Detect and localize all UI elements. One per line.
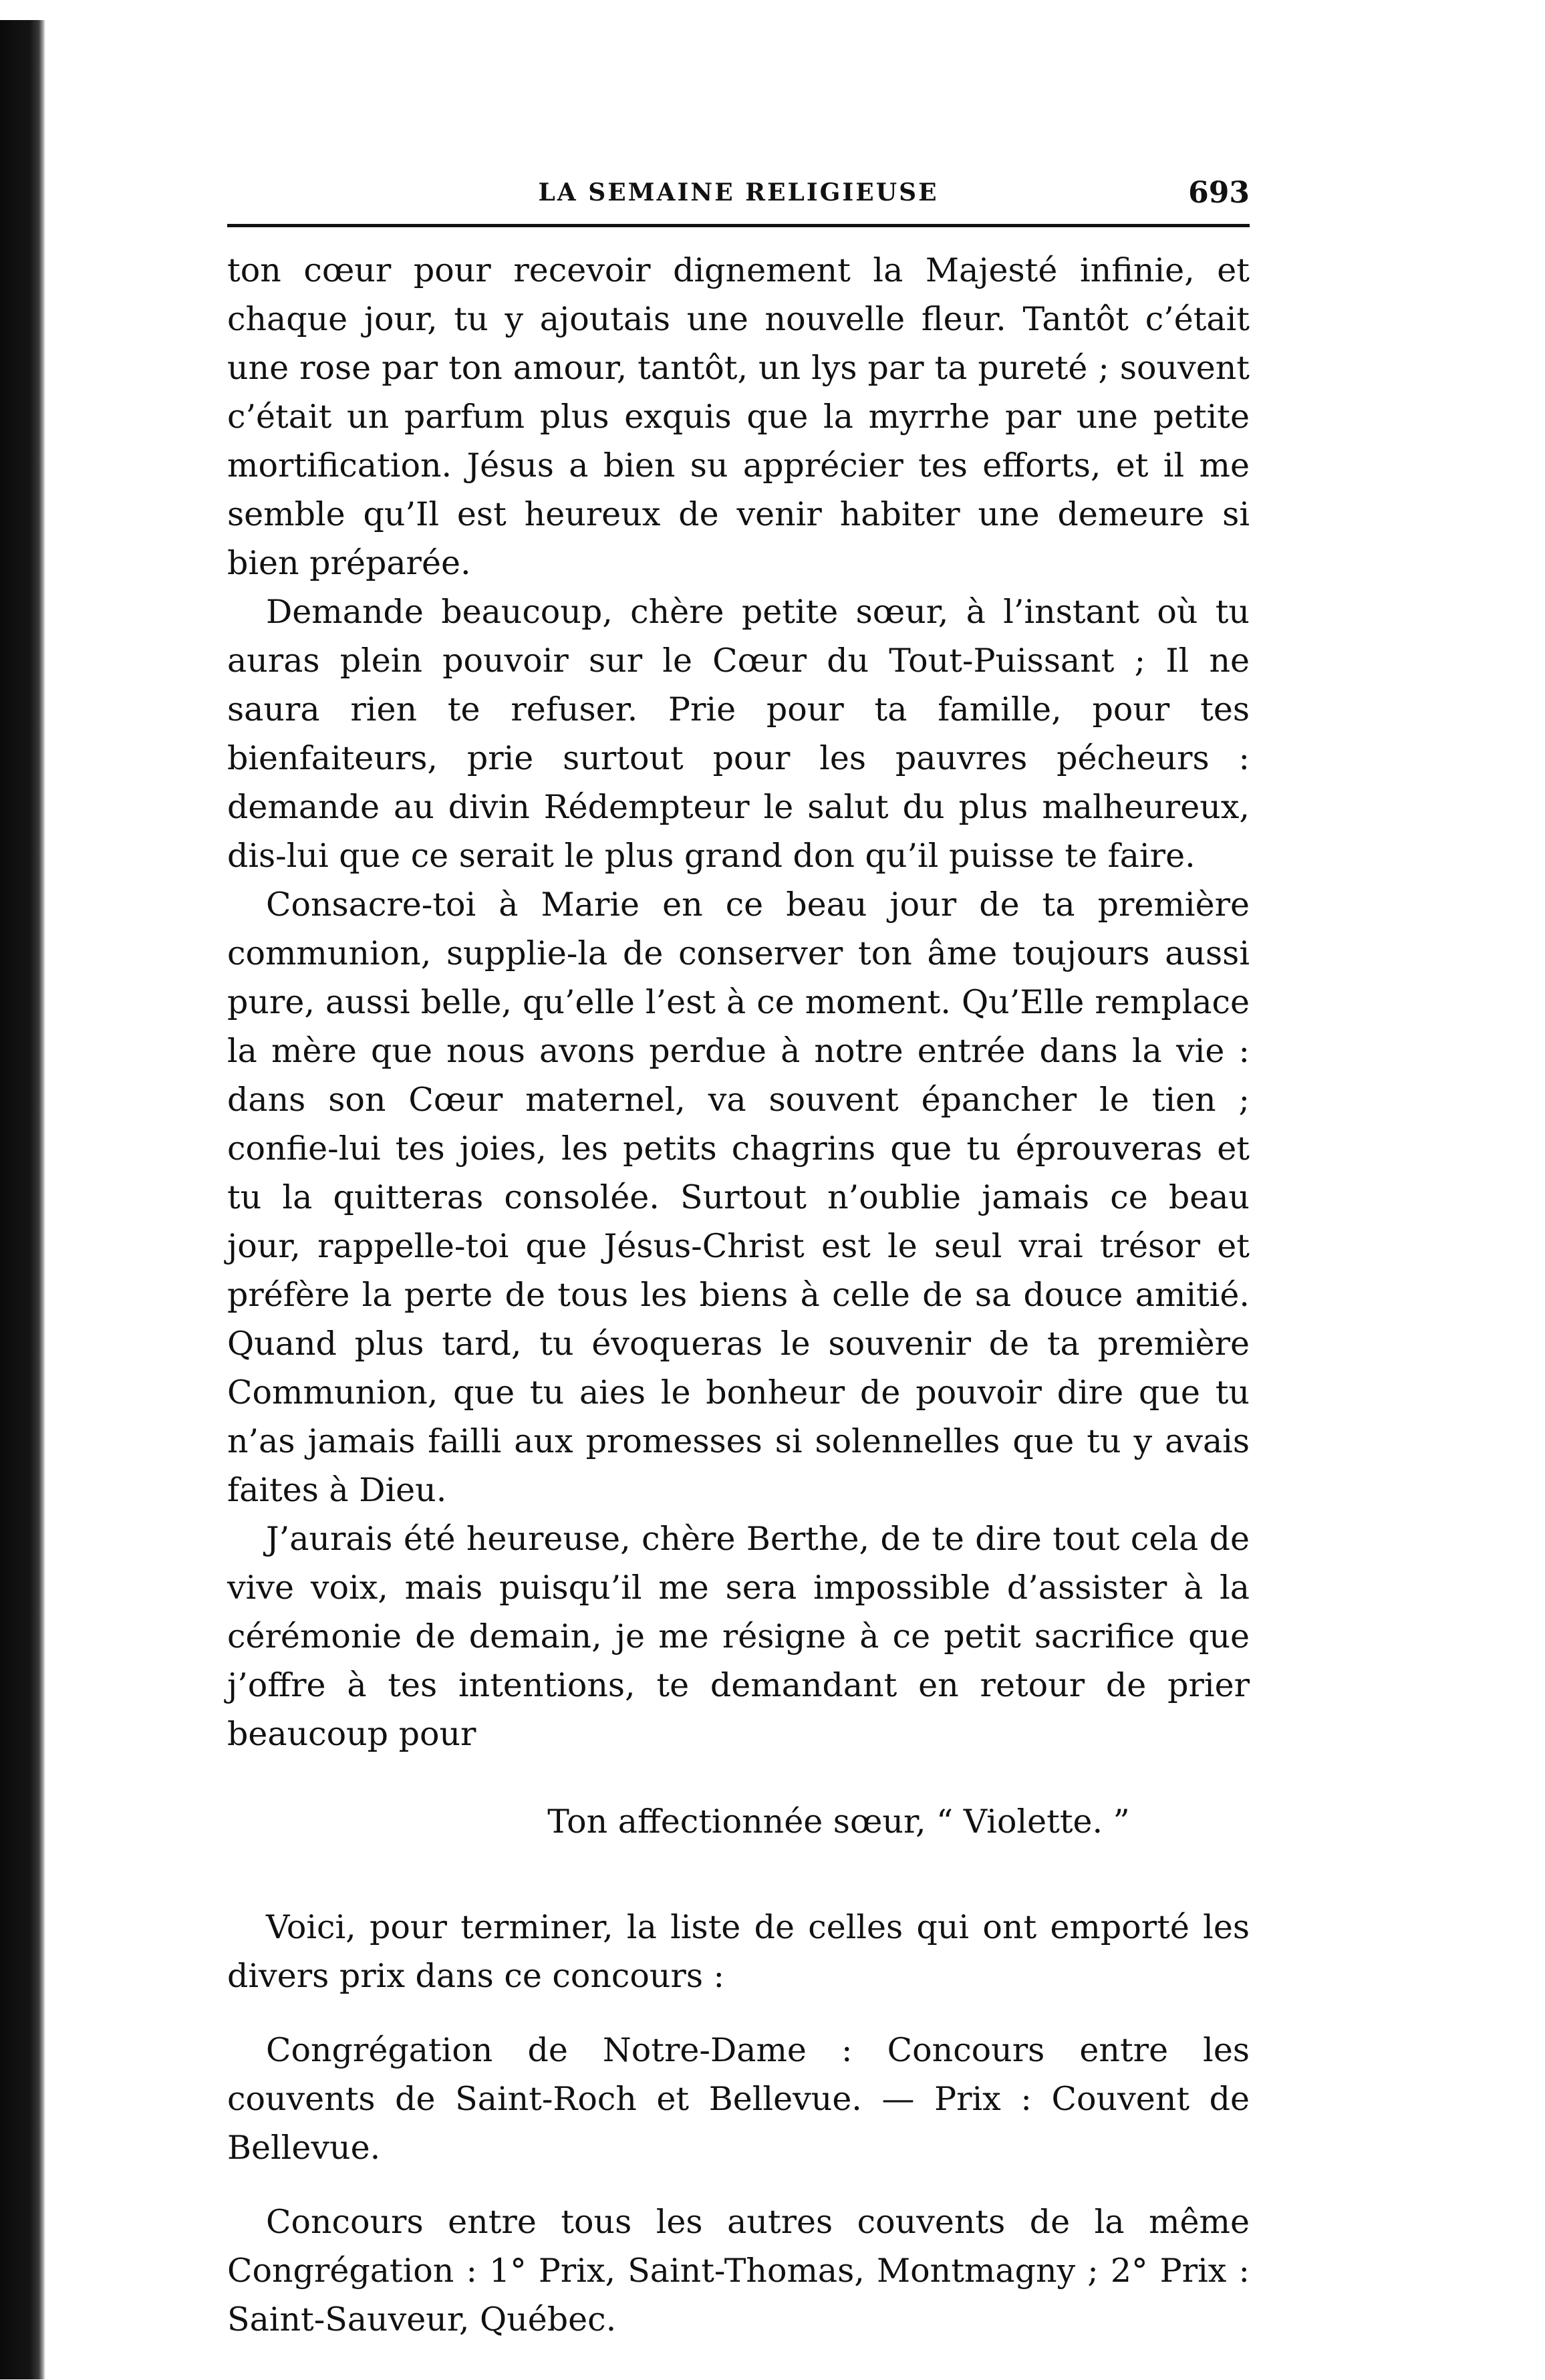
book-spine-shadow [0, 20, 45, 2379]
paragraph-3: Consacre-toi à Marie en ce beau jour de ta première communion, supplie-la de conserver ton âme toujours aussi pure, aussi belle, qu’elle l’est à ce moment. Qu’Elle remplace la mère que nous avons perdue à notre entrée dans la vie : dans son Cœur maternel, va souvent épancher le tien ; confie-lui tes joies, les petits chagrins que tu éprouveras et tu la quitteras consolée. Surtout n’oublie jamais ce beau jour, rappelle-toi que Jésus-Christ est le seul vrai trésor et préfère la perte de tous les biens à celle de sa douce amitié. Quand plus tard, tu évoqueras le souvenir de ta première Communion, que tu aies le bonheur de pouvoir dire que tu n’as jamais failli aux promesses si solennelles que tu y avais faites à Dieu. [227, 886, 1250, 1509]
page-header [227, 170, 1250, 224]
header-rule [227, 224, 1250, 227]
prize-list-intro: Voici, pour terminer, la liste de celles qui ont emporté les divers prix dans ce concours : [227, 1908, 1250, 1995]
paragraph-1: ton cœur pour recevoir dignement la Majesté infinie, et chaque jour, tu y ajoutais une nouvelle fleur. Tantôt c’était une rose par ton amour, tantôt, un lys par ta pureté ; souvent c’était un parfum plus exquis que la myrrhe par une petite mortification. Jésus a bien su apprécier tes efforts, et il me semble qu’Il est heureux de venir habiter une demeure si bien préparée. [227, 251, 1250, 582]
paragraph-2: Demande beaucoup, chère petite sœur, à l’instant où tu auras plein pouvoir sur le Cœur du Tout-Puissant ; Il ne saura rien te refuser. Prie pour ta famille, pour tes bienfaiteurs, prie surtout pour les pauvres pécheurs : demande au divin Rédempteur le salut du plus malheureux, dis-lui que ce serait le plus grand don qu’il puisse te faire. [227, 593, 1250, 875]
document-page [227, 170, 1250, 2344]
running-title: LA SEMAINE RELIGIEUSE [538, 178, 939, 207]
prize-item-1: Congrégation de Notre-Dame : Concours entre les couvents de Saint-Roch et Bellevue. — Prix : Couvent de Bellevue. [227, 2031, 1250, 2167]
paragraph-4: J’aurais été heureuse, chère Berthe, de te dire tout cela de vive voix, mais puisqu’il me sera impossible d’assister à la cérémonie de demain, je me résigne à ce petit sacrifice que j’offre à tes intentions, te demandant en retour de prier beaucoup pour [227, 1520, 1250, 1753]
prize-item-2: Concours entre tous les autres couvents de la même Congrégation : 1° Prix, Saint-Thomas, Montmagny ; 2° Prix : Saint-Sauveur, Québec. [227, 2203, 1250, 2339]
page-number: 693 [1188, 176, 1250, 210]
letter-signature: Ton affectionnée sœur, “ Violette. ” [547, 1803, 1130, 1841]
